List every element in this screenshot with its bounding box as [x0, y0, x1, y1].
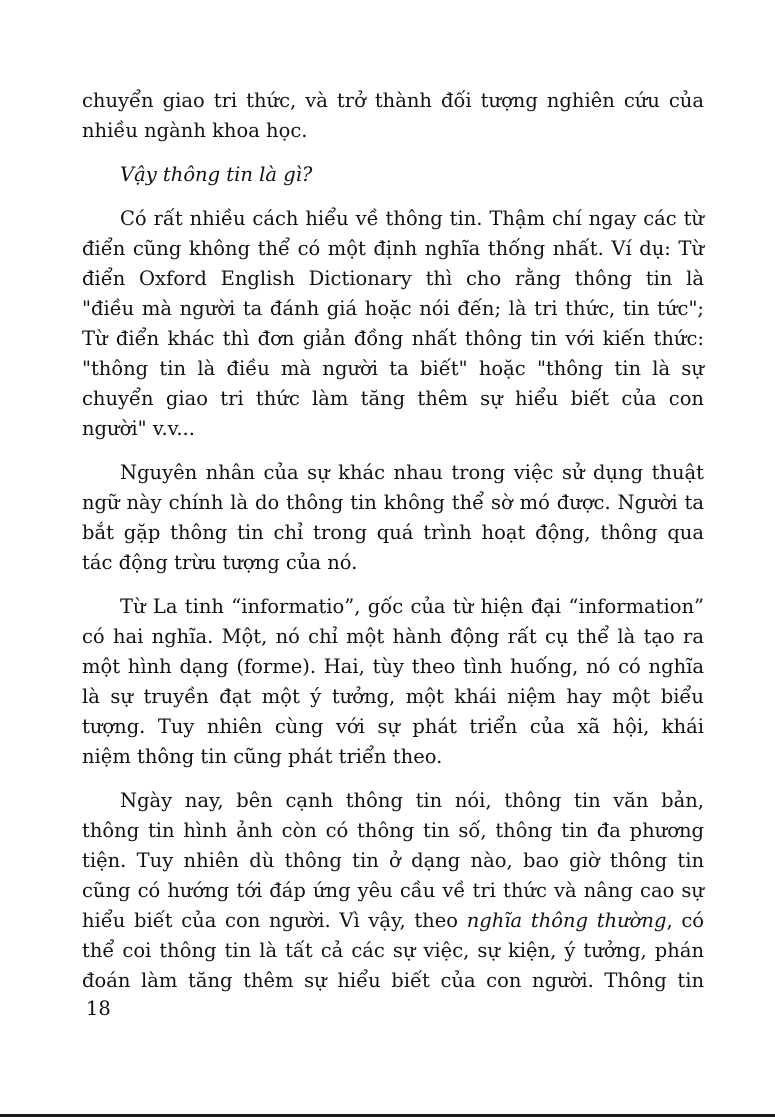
text-line: là sự truyền đạt một ý tưởng, một khái niệm hay một biểu — [82, 685, 704, 708]
text-line: "điều mà người ta đánh giá hoặc nói đến; là tri thức, tin tức"; — [82, 297, 704, 320]
text-line: niệm thông tin cũng phát triển theo. — [82, 745, 443, 768]
text-line: Có rất nhiều cách hiểu về thông tin. Thậm chí ngay các từ — [120, 207, 704, 230]
paragraph-2-question — [82, 160, 704, 190]
text-line: tiện. Tuy nhiên dù thông tin ở dạng nào, bao giờ thông tin — [82, 849, 704, 872]
emphasis-text: nghĩa thông thường — [466, 909, 667, 932]
text-line: ngữ này chính là do thông tin không thể sờ mó được. Người ta — [82, 491, 704, 514]
text-line: đoán làm tăng thêm sự hiểu biết của con người. Thông tin — [82, 969, 704, 992]
text-segment: hiểu biết của con người. Vì vậy, theo — [82, 909, 467, 932]
text-line: nhiều ngành khoa học. — [82, 119, 308, 142]
text-line: thông tin hình ảnh còn có thông tin số, thông tin đa phương — [82, 819, 704, 842]
text-line: Từ điển khác thì đơn giản đồng nhất thông tin với kiến thức: — [82, 327, 704, 350]
page-body — [82, 86, 704, 1010]
text-line: điển Oxford English Dictionary thì cho rằng thông tin là — [82, 267, 704, 290]
text-line: tác động trừu tượng của nó. — [82, 551, 358, 574]
paragraph-1 — [82, 86, 704, 146]
text-line: cũng có hướng tới đáp ứng yêu cầu về tri thức và nâng cao sự — [82, 879, 704, 902]
text-line: tượng. Tuy nhiên cùng với sự phát triển của xã hội, khái — [82, 715, 704, 738]
text-line: thể coi thông tin là tất cả các sự việc, sự kiện, ý tưởng, phán — [82, 939, 704, 962]
paragraph-5 — [82, 592, 704, 772]
paragraph-4 — [82, 458, 704, 578]
text-line: người" v.v... — [82, 417, 195, 440]
paragraph-3 — [82, 204, 704, 444]
text-line: Ngày nay, bên cạnh thông tin nói, thông tin văn bản, — [120, 789, 704, 812]
text-line: chuyển giao tri thức, và trở thành đối tượng nghiên cứu của — [82, 89, 704, 112]
text-line: chuyển giao tri thức làm tăng thêm sự hiểu biết của con — [82, 387, 704, 410]
text-line: Từ La tinh “informatio”, gốc của từ hiện đại “information” — [120, 595, 704, 618]
paragraph-6 — [82, 786, 704, 996]
text-line: có hai nghĩa. Một, nó chỉ một hành động rất cụ thể là tạo ra — [82, 625, 704, 648]
text-line-with-emphasis — [82, 906, 704, 936]
text-line: Nguyên nhân của sự khác nhau trong việc sử dụng thuật — [120, 461, 704, 484]
text-line: điển cũng không thể có một định nghĩa thống nhất. Ví dụ: Từ — [82, 237, 704, 260]
page-number: 18 — [86, 997, 111, 1020]
text-line: một hình dạng (forme). Hai, tùy theo tình huống, nó có nghĩa — [82, 655, 704, 678]
question-heading: Vậy thông tin là gì? — [120, 163, 313, 186]
text-line: bắt gặp thông tin chỉ trong quá trình hoạt động, thông qua — [82, 521, 704, 544]
text-line: "thông tin là điều mà người ta biết" hoặc "thông tin là sự — [82, 357, 704, 380]
text-segment: , có — [666, 909, 705, 932]
